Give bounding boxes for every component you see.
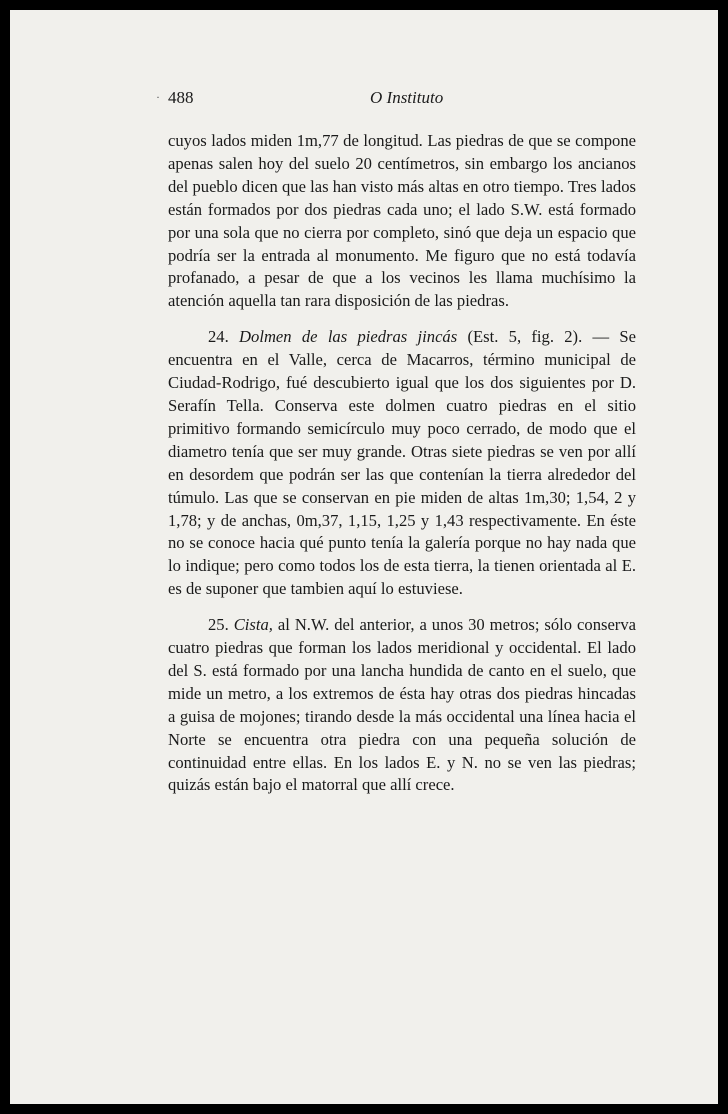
page-header [156,88,568,112]
paragraph-continuation [168,130,636,313]
body-text [168,130,636,797]
running-head: O Instituto [370,88,444,107]
paragraph-text: cuyos lados miden 1m,77 de longitud. Las piedras de que se compone apenas salen hoy del suelo 20 centímetros, sin embargo los ancianos del pueblo dicen que las han visto más altas en otro tiempo. Tres lados están formados por dos piedras cada uno; el lado S.W. está formado por una sola que no cierra por completo, sinó que deja un espacio que podría ser la entrada al monumento. Me figuro que no está todavía profanado, a pesar de que a los vecinos les llama muchísimo la atención aquella tan rara disposición de las piedras. [168,131,636,311]
paragraph-section-24 [168,326,636,601]
section-title: Dolmen de las piedras jincás [239,327,458,347]
paragraph-text: al N.W. del anterior, a unos 30 metros; sólo conserva cuatro piedras que forman los lados meridional y occidental. El lado del S. está formado por una lancha hundida de canto en el suelo, que mide un metro, a los extremos de ésta hay otras dos piedras hincadas a guisa de mojones; tirando desde la más occidental una línea hacia el Norte se encuentra otra piedra con una pequeña solución de continuidad entre ellas. En los lados E. y N. no se ven las piedras; quizás están bajo el matorral que allí crece. [168,615,636,795]
section-number: 25. [208,615,229,635]
paragraph-text: (Est. 5, fig. 2). — Se encuentra en el Valle, cerca de Macarros, término municipal de Ciudad-Rodrigo, fué descubierto igual que los dos siguientes por D. Serafín Tella. Conserva este dolmen cuatro piedras en el sitio primitivo formando semicírculo muy poco cerrado, de modo que el diametro tenía que ser muy grande. Otras siete piedras se ven por allí en desordem que podrán ser las que contenían la tierra alrededor del túmulo. Las que se conservan en pie miden de altas 1m,30; 1,54, 2 y 1,78; y de anchas, 0m,37, 1,15, 1,25 y 1,43 respectivamente. En éste no se conoce hacia qué punto tenía la galería porque no hay nada que lo indique; pero como todos los de esta tierra, la tienen orientada al E. es de suponer que tambien aquí lo estuviese. [168,327,636,599]
section-number: 24. [208,327,229,347]
paragraph-section-25 [168,614,636,797]
section-title: Cista, [233,615,273,635]
page-number: 488 [168,88,194,107]
header-dot-mark: · [156,90,160,104]
document-page [10,10,718,1104]
